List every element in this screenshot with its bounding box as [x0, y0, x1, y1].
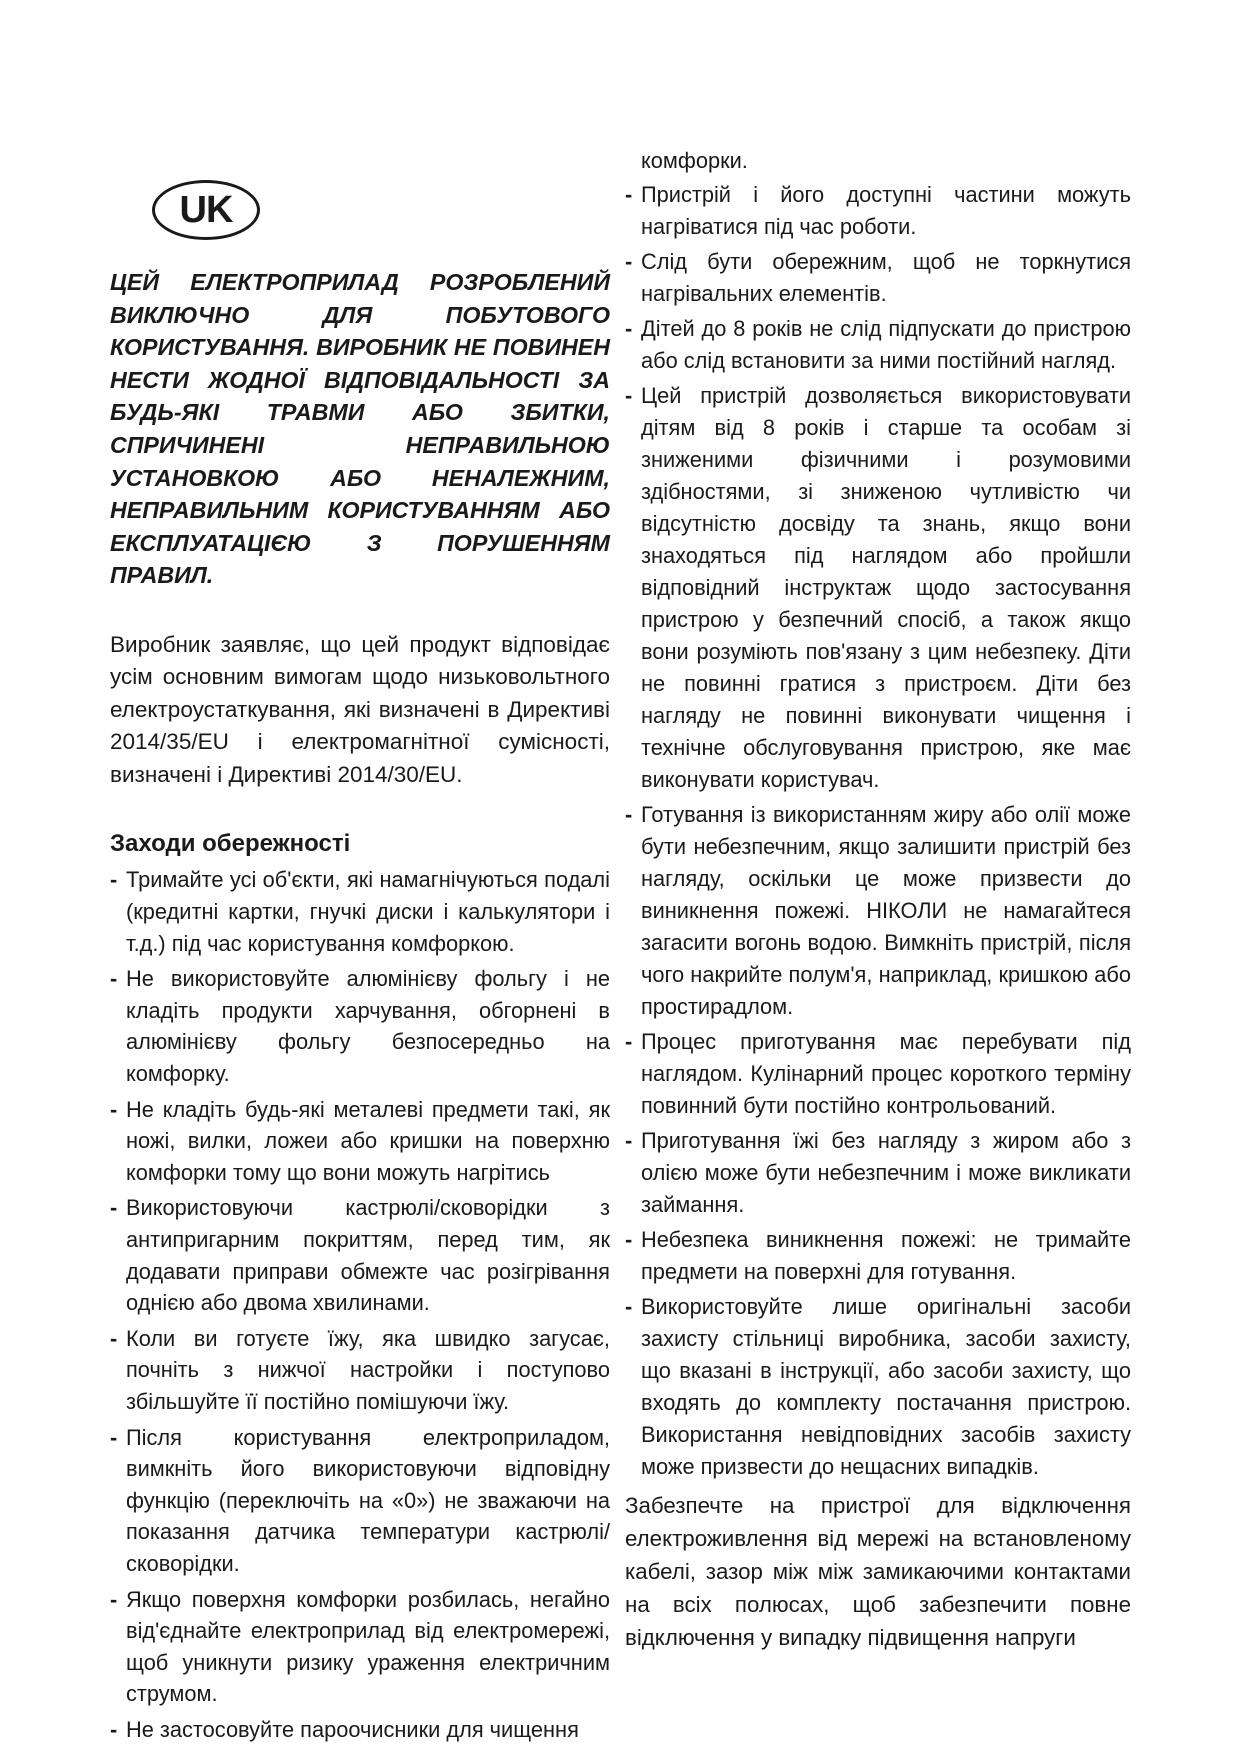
- list-item: - Небезпека виникнення пожежі: не тримайте предмети на поверхні для готування.: [625, 1224, 1131, 1288]
- list-item: - Не використовуйте алюмінієву фольгу і не кладіть продукти харчування, обгорнені в алюмінієву фольгу безпосередньо на комфорку.: [110, 963, 610, 1089]
- list-item: - Слід бути обережним, щоб не торкнутися нагрівальних елементів.: [625, 246, 1131, 310]
- section-title: Заходи обережності: [110, 830, 351, 858]
- closing-paragraph: Забезпечте на пристрої для відключення електроживлення від мережі на встановленому кабелі, зазор між між замикаючими контактами на всіх полюсах, щоб забезпечити повне відключення у випадку підвищення напруги: [625, 1492, 1131, 1650]
- list-item: - Коли ви готуєте їжу, яка швидко загусає, почніть з нижчої настройки і поступово збільшуйте її постійно помішуючи їжу.: [110, 1323, 610, 1418]
- language-badge: [152, 180, 260, 240]
- list-item: - Готування із використанням жиру або олії може бути небезпечним, якщо залишити пристрій без нагляду, оскільки це може призвести до виникнення пожежі. НІКОЛИ не намагайтеся загасити вогонь водою. Вимкніть пристрій, після чого накрийте полум'я, наприклад, кришкою або простирадлом.: [625, 799, 1131, 1023]
- list-item: - Якщо поверхня комфорки розбилась, негайно від'єднайте електроприлад від електромережі, щоб уникнути ризику ураження електричним струмом.: [110, 1584, 610, 1710]
- list-item: - Після користування електроприладом, вимкніть його використовуючи відповідну функцію (переключіть на «0») не зважаючи на показання датчика температури кастрюлі/сковорідки.: [110, 1422, 610, 1580]
- list-item: - Пристрій і його доступні частини можуть нагріватися під час роботи.: [625, 179, 1131, 243]
- left-column: [110, 266, 610, 1749]
- list-item: - Процес приготування має перебувати під наглядом. Кулінарний процес короткого терміну повинний бути постійно контрольований.: [625, 1026, 1131, 1122]
- language-code: UK: [179, 188, 233, 231]
- list-item: - Не застосовуйте пароочисники для чищення: [110, 1714, 610, 1746]
- list-item: - Дітей до 8 років не слід підпускати до пристрою або слід встановити за ними постійний нагляд.: [625, 313, 1131, 377]
- list-item: - Цей пристрій дозволяється використовувати дітям від 8 років і старше та особам зі зниженими фізичними і розумовими здібностями, зі зниженою чутливістю чи відсутністю досвіду та знань, якщо вони знаходяться під наглядом або пройшли відповідний інструктаж щодо застосування пристрою у безпечний спосіб, а також якщо вони розуміють пов'язану з цим небезпеку. Діти не повинні гратися з пристроєм. Діти без нагляду не повинні виконувати чищення і технічне обслуговування пристрою, яке має виконувати користувач.: [625, 380, 1131, 796]
- liability-warning: ЦЕЙ ЕЛЕКТРОПРИЛАД РОЗРОБЛЕНИЙ ВИКЛЮЧНО ДЛЯ ПОБУТОВОГО КОРИСТУВАННЯ. ВИРОБНИК НЕ ПОВИНЕН НЕСТИ ЖОДНОЇ ВІДПОВІДАЛЬНОСТІ ЗА БУДЬ-ЯКІ ТРАВМИ АБО ЗБИТКИ, СПРИЧИНЕНІ НЕПРАВИЛЬНОЮ УСТАНОВКОЮ АБО НЕНАЛЕЖНИМ, НЕПРАВИЛЬНИМ КОРИСТУВАННЯМ АБО ЕКСПЛУАТАЦІЄЮ З ПОРУШЕННЯМ ПРАВИЛ.: [110, 269, 610, 589]
- list-item: - Тримайте усі об'єкти, які намагнічуються подалі (кредитні картки, гнучкі диски і калькулятори і т.д.) під час користування комфоркою.: [110, 864, 610, 959]
- list-item: - Приготування їжі без нагляду з жиром або з олією може бути небезпечним і може викликати займання.: [625, 1125, 1131, 1221]
- precautions-list-right: [625, 179, 1131, 1483]
- list-item: - Використовуйте лише оригінальні засоби захисту стільниці виробника, засоби захисту, що вказані в інструкції, або засоби захисту, що входять до комплекту постачання пристрою. Використання невідповідних засобів захисту може призвести до нещасних випадків.: [625, 1291, 1131, 1483]
- list-item: - Використовуючи кастрюлі/сковорідки з антипригарним покриттям, перед тим, як додавати приправи обмежте час розігрівання однією або двома хвилинами.: [110, 1192, 610, 1318]
- continued-text: комфорки.: [641, 148, 748, 173]
- compliance-statement: Виробник заявляє, що цей продукт відповідає усім основним вимогам щодо низьковольтного електроустаткування, які визначені в Директиві 2014/35/EU і електромагнітної сумісності, визначені і Директиві 2014/30/EU.: [110, 631, 610, 787]
- right-column: [625, 145, 1131, 1654]
- precautions-list-left: [110, 864, 610, 1745]
- list-item: - Не кладіть будь-які металеві предмети такі, як ножі, вилки, ложеи або кришки на поверхню комфорки тому що вони можуть нагрітись: [110, 1094, 610, 1189]
